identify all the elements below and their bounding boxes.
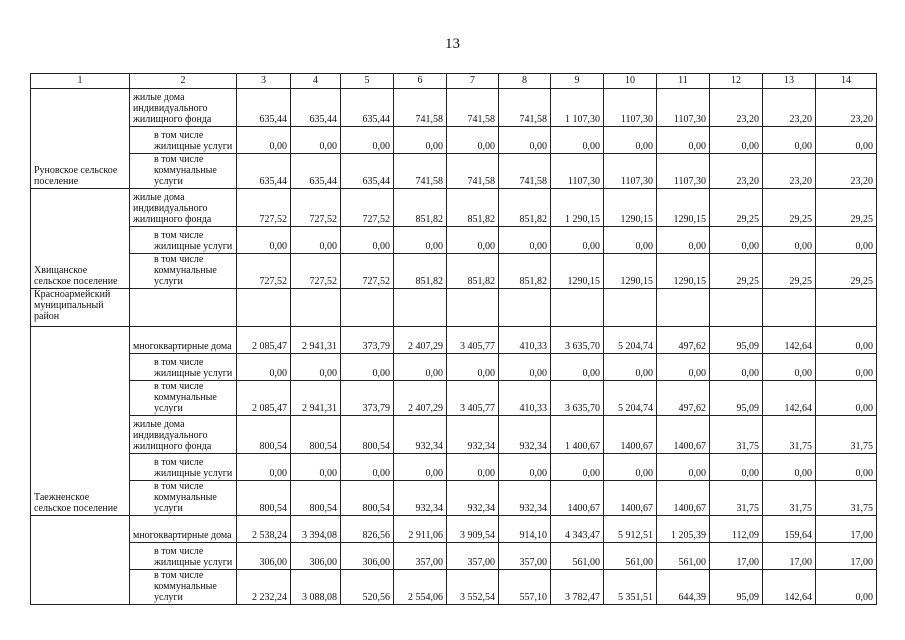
value-cell: 23,20 <box>816 89 877 127</box>
value-cell: 0,00 <box>237 354 291 381</box>
value-cell: 0,00 <box>763 227 816 254</box>
value-cell: 142,64 <box>763 570 816 605</box>
value-cell: 0,00 <box>604 454 657 481</box>
value-cell: 0,00 <box>816 454 877 481</box>
value-cell: 159,64 <box>763 516 816 543</box>
empty-cell <box>604 289 657 327</box>
housing-category: в том числе жилищные услуги <box>130 354 237 381</box>
value-cell: 520,56 <box>341 570 394 605</box>
value-cell: 0,00 <box>816 570 877 605</box>
value-cell: 0,00 <box>816 227 877 254</box>
column-header: 3 <box>237 74 291 89</box>
municipality-name <box>31 516 130 605</box>
value-cell: 727,52 <box>237 254 291 289</box>
value-cell: 3 394,08 <box>291 516 341 543</box>
value-cell: 306,00 <box>341 543 394 570</box>
column-header: 7 <box>447 74 499 89</box>
value-cell: 0,00 <box>291 127 341 154</box>
value-cell: 0,00 <box>816 354 877 381</box>
value-cell: 31,75 <box>710 416 763 454</box>
value-cell: 0,00 <box>763 127 816 154</box>
municipality-name: Таежненское сельское поселение <box>31 327 130 516</box>
empty-cell <box>394 289 447 327</box>
table-row <box>31 416 877 454</box>
value-cell: 741,58 <box>394 154 447 189</box>
value-cell: 1 107,30 <box>551 89 604 127</box>
value-cell: 23,20 <box>710 154 763 189</box>
value-cell: 17,00 <box>816 543 877 570</box>
table-row <box>31 189 877 227</box>
housing-category: жилые дома индивидуального жилищного фонда <box>130 89 237 127</box>
value-cell: 29,25 <box>816 254 877 289</box>
value-cell: 306,00 <box>237 543 291 570</box>
value-cell: 851,82 <box>499 189 551 227</box>
value-cell: 0,00 <box>394 127 447 154</box>
housing-category: в том числе коммунальные услуги <box>130 154 237 189</box>
value-cell: 0,00 <box>447 454 499 481</box>
value-cell: 95,09 <box>710 327 763 354</box>
value-cell: 2 538,24 <box>237 516 291 543</box>
value-cell: 1290,15 <box>657 189 710 227</box>
empty-cell <box>447 289 499 327</box>
value-cell: 1107,30 <box>657 154 710 189</box>
value-cell: 800,54 <box>291 416 341 454</box>
value-cell: 29,25 <box>763 254 816 289</box>
value-cell: 800,54 <box>341 481 394 516</box>
value-cell: 0,00 <box>394 454 447 481</box>
table-row <box>31 354 877 381</box>
value-cell: 1400,67 <box>604 481 657 516</box>
value-cell: 357,00 <box>394 543 447 570</box>
value-cell: 31,75 <box>816 481 877 516</box>
value-cell: 800,54 <box>291 481 341 516</box>
value-cell: 0,00 <box>394 227 447 254</box>
table-row <box>31 254 877 289</box>
value-cell: 2 407,29 <box>394 327 447 354</box>
value-cell: 741,58 <box>394 89 447 127</box>
value-cell: 0,00 <box>710 227 763 254</box>
housing-category: в том числе коммунальные услуги <box>130 570 237 605</box>
value-cell: 635,44 <box>237 154 291 189</box>
value-cell: 29,25 <box>816 189 877 227</box>
column-header: 13 <box>763 74 816 89</box>
value-cell: 2 911,06 <box>394 516 447 543</box>
empty-cell <box>237 289 291 327</box>
housing-category: в том числе жилищные услуги <box>130 454 237 481</box>
value-cell: 2 941,31 <box>291 381 341 416</box>
municipality-name: Красноармейский муниципальный район <box>31 289 130 327</box>
housing-category: жилые дома индивидуального жилищного фонда <box>130 189 237 227</box>
value-cell: 0,00 <box>710 354 763 381</box>
value-cell: 851,82 <box>394 254 447 289</box>
value-cell: 741,58 <box>447 154 499 189</box>
value-cell: 3 552,54 <box>447 570 499 605</box>
value-cell: 497,62 <box>657 381 710 416</box>
empty-cell <box>499 289 551 327</box>
value-cell: 2 407,29 <box>394 381 447 416</box>
value-cell: 1400,67 <box>657 416 710 454</box>
municipality-name: Хвищанское сельское поселение <box>31 189 130 289</box>
empty-cell <box>551 289 604 327</box>
value-cell: 0,00 <box>237 227 291 254</box>
value-cell: 635,44 <box>341 154 394 189</box>
value-cell: 1107,30 <box>551 154 604 189</box>
value-cell: 0,00 <box>499 454 551 481</box>
value-cell: 3 635,70 <box>551 327 604 354</box>
value-cell: 3 782,47 <box>551 570 604 605</box>
empty-cell <box>710 289 763 327</box>
housing-category: многоквартирные дома <box>130 516 237 543</box>
housing-category: в том числе коммунальные услуги <box>130 254 237 289</box>
value-cell: 5 351,51 <box>604 570 657 605</box>
header-row <box>31 74 877 89</box>
value-cell: 29,25 <box>710 254 763 289</box>
column-header: 1 <box>31 74 130 89</box>
value-cell: 2 554,06 <box>394 570 447 605</box>
value-cell: 0,00 <box>499 127 551 154</box>
value-cell: 410,33 <box>499 381 551 416</box>
value-cell: 0,00 <box>604 227 657 254</box>
value-cell: 932,34 <box>499 416 551 454</box>
value-cell: 3 635,70 <box>551 381 604 416</box>
value-cell: 635,44 <box>237 89 291 127</box>
value-cell: 1107,30 <box>604 154 657 189</box>
value-cell: 2 085,47 <box>237 327 291 354</box>
empty-cell <box>816 289 877 327</box>
value-cell: 3 909,54 <box>447 516 499 543</box>
value-cell: 17,00 <box>763 543 816 570</box>
value-cell: 0,00 <box>604 127 657 154</box>
value-cell: 800,54 <box>237 416 291 454</box>
column-header: 8 <box>499 74 551 89</box>
column-header: 10 <box>604 74 657 89</box>
table-row <box>31 154 877 189</box>
value-cell: 851,82 <box>447 189 499 227</box>
value-cell: 635,44 <box>291 89 341 127</box>
value-cell: 17,00 <box>816 516 877 543</box>
value-cell: 932,34 <box>394 481 447 516</box>
value-cell: 0,00 <box>341 227 394 254</box>
value-cell: 0,00 <box>551 354 604 381</box>
value-cell: 4 343,47 <box>551 516 604 543</box>
value-cell: 557,10 <box>499 570 551 605</box>
housing-category: жилые дома индивидуального жилищного фонда <box>130 416 237 454</box>
value-cell: 0,00 <box>291 227 341 254</box>
value-cell: 1 205,39 <box>657 516 710 543</box>
value-cell: 3 405,77 <box>447 381 499 416</box>
value-cell: 31,75 <box>763 416 816 454</box>
value-cell: 914,10 <box>499 516 551 543</box>
value-cell: 1107,30 <box>604 89 657 127</box>
value-cell: 0,00 <box>763 354 816 381</box>
value-cell: 635,44 <box>341 89 394 127</box>
value-cell: 0,00 <box>447 354 499 381</box>
municipality-name: Руновское сельское поселение <box>31 89 130 189</box>
column-header: 4 <box>291 74 341 89</box>
value-cell: 0,00 <box>447 227 499 254</box>
value-cell: 0,00 <box>657 227 710 254</box>
value-cell: 29,25 <box>710 189 763 227</box>
value-cell: 3 088,08 <box>291 570 341 605</box>
table-row <box>31 516 877 543</box>
value-cell: 3 405,77 <box>447 327 499 354</box>
value-cell: 23,20 <box>710 89 763 127</box>
value-cell: 932,34 <box>447 416 499 454</box>
value-cell: 0,00 <box>499 354 551 381</box>
value-cell: 357,00 <box>447 543 499 570</box>
table-row <box>31 481 877 516</box>
page-number: 13 <box>445 36 460 52</box>
value-cell: 497,62 <box>657 327 710 354</box>
value-cell: 2 085,47 <box>237 381 291 416</box>
value-cell: 0,00 <box>710 454 763 481</box>
value-cell: 142,64 <box>763 327 816 354</box>
value-cell: 0,00 <box>551 454 604 481</box>
empty-cell <box>763 289 816 327</box>
value-cell: 851,82 <box>394 189 447 227</box>
value-cell: 410,33 <box>499 327 551 354</box>
value-cell: 0,00 <box>551 127 604 154</box>
value-cell: 932,34 <box>447 481 499 516</box>
housing-category: в том числе коммунальные услуги <box>130 381 237 416</box>
value-cell: 0,00 <box>657 454 710 481</box>
value-cell: 0,00 <box>341 454 394 481</box>
housing-category: в том числе коммунальные услуги <box>130 481 237 516</box>
value-cell: 95,09 <box>710 381 763 416</box>
value-cell: 0,00 <box>710 127 763 154</box>
value-cell: 1400,67 <box>657 481 710 516</box>
value-cell: 0,00 <box>447 127 499 154</box>
value-cell: 0,00 <box>657 127 710 154</box>
table-row <box>31 454 877 481</box>
empty-cell <box>291 289 341 327</box>
value-cell: 561,00 <box>604 543 657 570</box>
value-cell: 1400,67 <box>551 481 604 516</box>
value-cell: 2 941,31 <box>291 327 341 354</box>
table-row <box>31 381 877 416</box>
value-cell: 741,58 <box>499 89 551 127</box>
housing-category: в том числе жилищные услуги <box>130 543 237 570</box>
value-cell: 1400,67 <box>604 416 657 454</box>
value-cell: 306,00 <box>291 543 341 570</box>
value-cell: 23,20 <box>816 154 877 189</box>
column-header: 6 <box>394 74 447 89</box>
value-cell: 727,52 <box>341 189 394 227</box>
value-cell: 1 290,15 <box>551 189 604 227</box>
value-cell: 800,54 <box>237 481 291 516</box>
value-cell: 0,00 <box>341 127 394 154</box>
value-cell: 1290,15 <box>657 254 710 289</box>
value-cell: 373,79 <box>341 327 394 354</box>
value-cell: 561,00 <box>551 543 604 570</box>
housing-category: многоквартирные дома <box>130 327 237 354</box>
value-cell: 0,00 <box>499 227 551 254</box>
value-cell: 23,20 <box>763 154 816 189</box>
value-cell: 142,64 <box>763 381 816 416</box>
column-header: 2 <box>130 74 237 89</box>
column-header: 12 <box>710 74 763 89</box>
value-cell: 5 912,51 <box>604 516 657 543</box>
value-cell: 0,00 <box>816 127 877 154</box>
value-cell: 0,00 <box>816 327 877 354</box>
value-cell: 0,00 <box>341 354 394 381</box>
value-cell: 0,00 <box>657 354 710 381</box>
value-cell: 1 400,67 <box>551 416 604 454</box>
value-cell: 0,00 <box>604 354 657 381</box>
value-cell: 1290,15 <box>604 254 657 289</box>
tariff-table <box>30 73 877 605</box>
value-cell: 31,75 <box>763 481 816 516</box>
table-row <box>31 89 877 127</box>
value-cell: 5 204,74 <box>604 381 657 416</box>
value-cell: 0,00 <box>237 454 291 481</box>
value-cell: 800,54 <box>341 416 394 454</box>
value-cell: 0,00 <box>291 354 341 381</box>
value-cell: 31,75 <box>816 416 877 454</box>
value-cell: 644,39 <box>657 570 710 605</box>
value-cell: 727,52 <box>291 189 341 227</box>
table-row <box>31 543 877 570</box>
value-cell: 1290,15 <box>604 189 657 227</box>
value-cell: 2 232,24 <box>237 570 291 605</box>
value-cell: 0,00 <box>237 127 291 154</box>
value-cell: 23,20 <box>763 89 816 127</box>
value-cell: 851,82 <box>499 254 551 289</box>
housing-category: в том числе жилищные услуги <box>130 127 237 154</box>
value-cell: 1290,15 <box>551 254 604 289</box>
value-cell: 95,09 <box>710 570 763 605</box>
value-cell: 0,00 <box>763 454 816 481</box>
table-row <box>31 327 877 354</box>
value-cell: 727,52 <box>291 254 341 289</box>
value-cell: 851,82 <box>447 254 499 289</box>
value-cell: 932,34 <box>499 481 551 516</box>
value-cell: 1107,30 <box>657 89 710 127</box>
value-cell: 112,09 <box>710 516 763 543</box>
value-cell: 561,00 <box>657 543 710 570</box>
table-row <box>31 127 877 154</box>
column-header: 11 <box>657 74 710 89</box>
value-cell: 727,52 <box>237 189 291 227</box>
column-header: 14 <box>816 74 877 89</box>
value-cell: 373,79 <box>341 381 394 416</box>
housing-category: в том числе жилищные услуги <box>130 227 237 254</box>
value-cell: 357,00 <box>499 543 551 570</box>
value-cell: 31,75 <box>710 481 763 516</box>
empty-cell <box>130 289 237 327</box>
value-cell: 932,34 <box>394 416 447 454</box>
value-cell: 826,56 <box>341 516 394 543</box>
table-row <box>31 227 877 254</box>
table-row <box>31 289 877 327</box>
value-cell: 727,52 <box>341 254 394 289</box>
value-cell: 741,58 <box>447 89 499 127</box>
column-header: 5 <box>341 74 394 89</box>
value-cell: 635,44 <box>291 154 341 189</box>
empty-cell <box>341 289 394 327</box>
value-cell: 741,58 <box>499 154 551 189</box>
value-cell: 17,00 <box>710 543 763 570</box>
value-cell: 0,00 <box>394 354 447 381</box>
value-cell: 0,00 <box>816 381 877 416</box>
table-row <box>31 570 877 605</box>
empty-cell <box>657 289 710 327</box>
value-cell: 0,00 <box>291 454 341 481</box>
value-cell: 29,25 <box>763 189 816 227</box>
value-cell: 0,00 <box>551 227 604 254</box>
value-cell: 5 204,74 <box>604 327 657 354</box>
column-header: 9 <box>551 74 604 89</box>
